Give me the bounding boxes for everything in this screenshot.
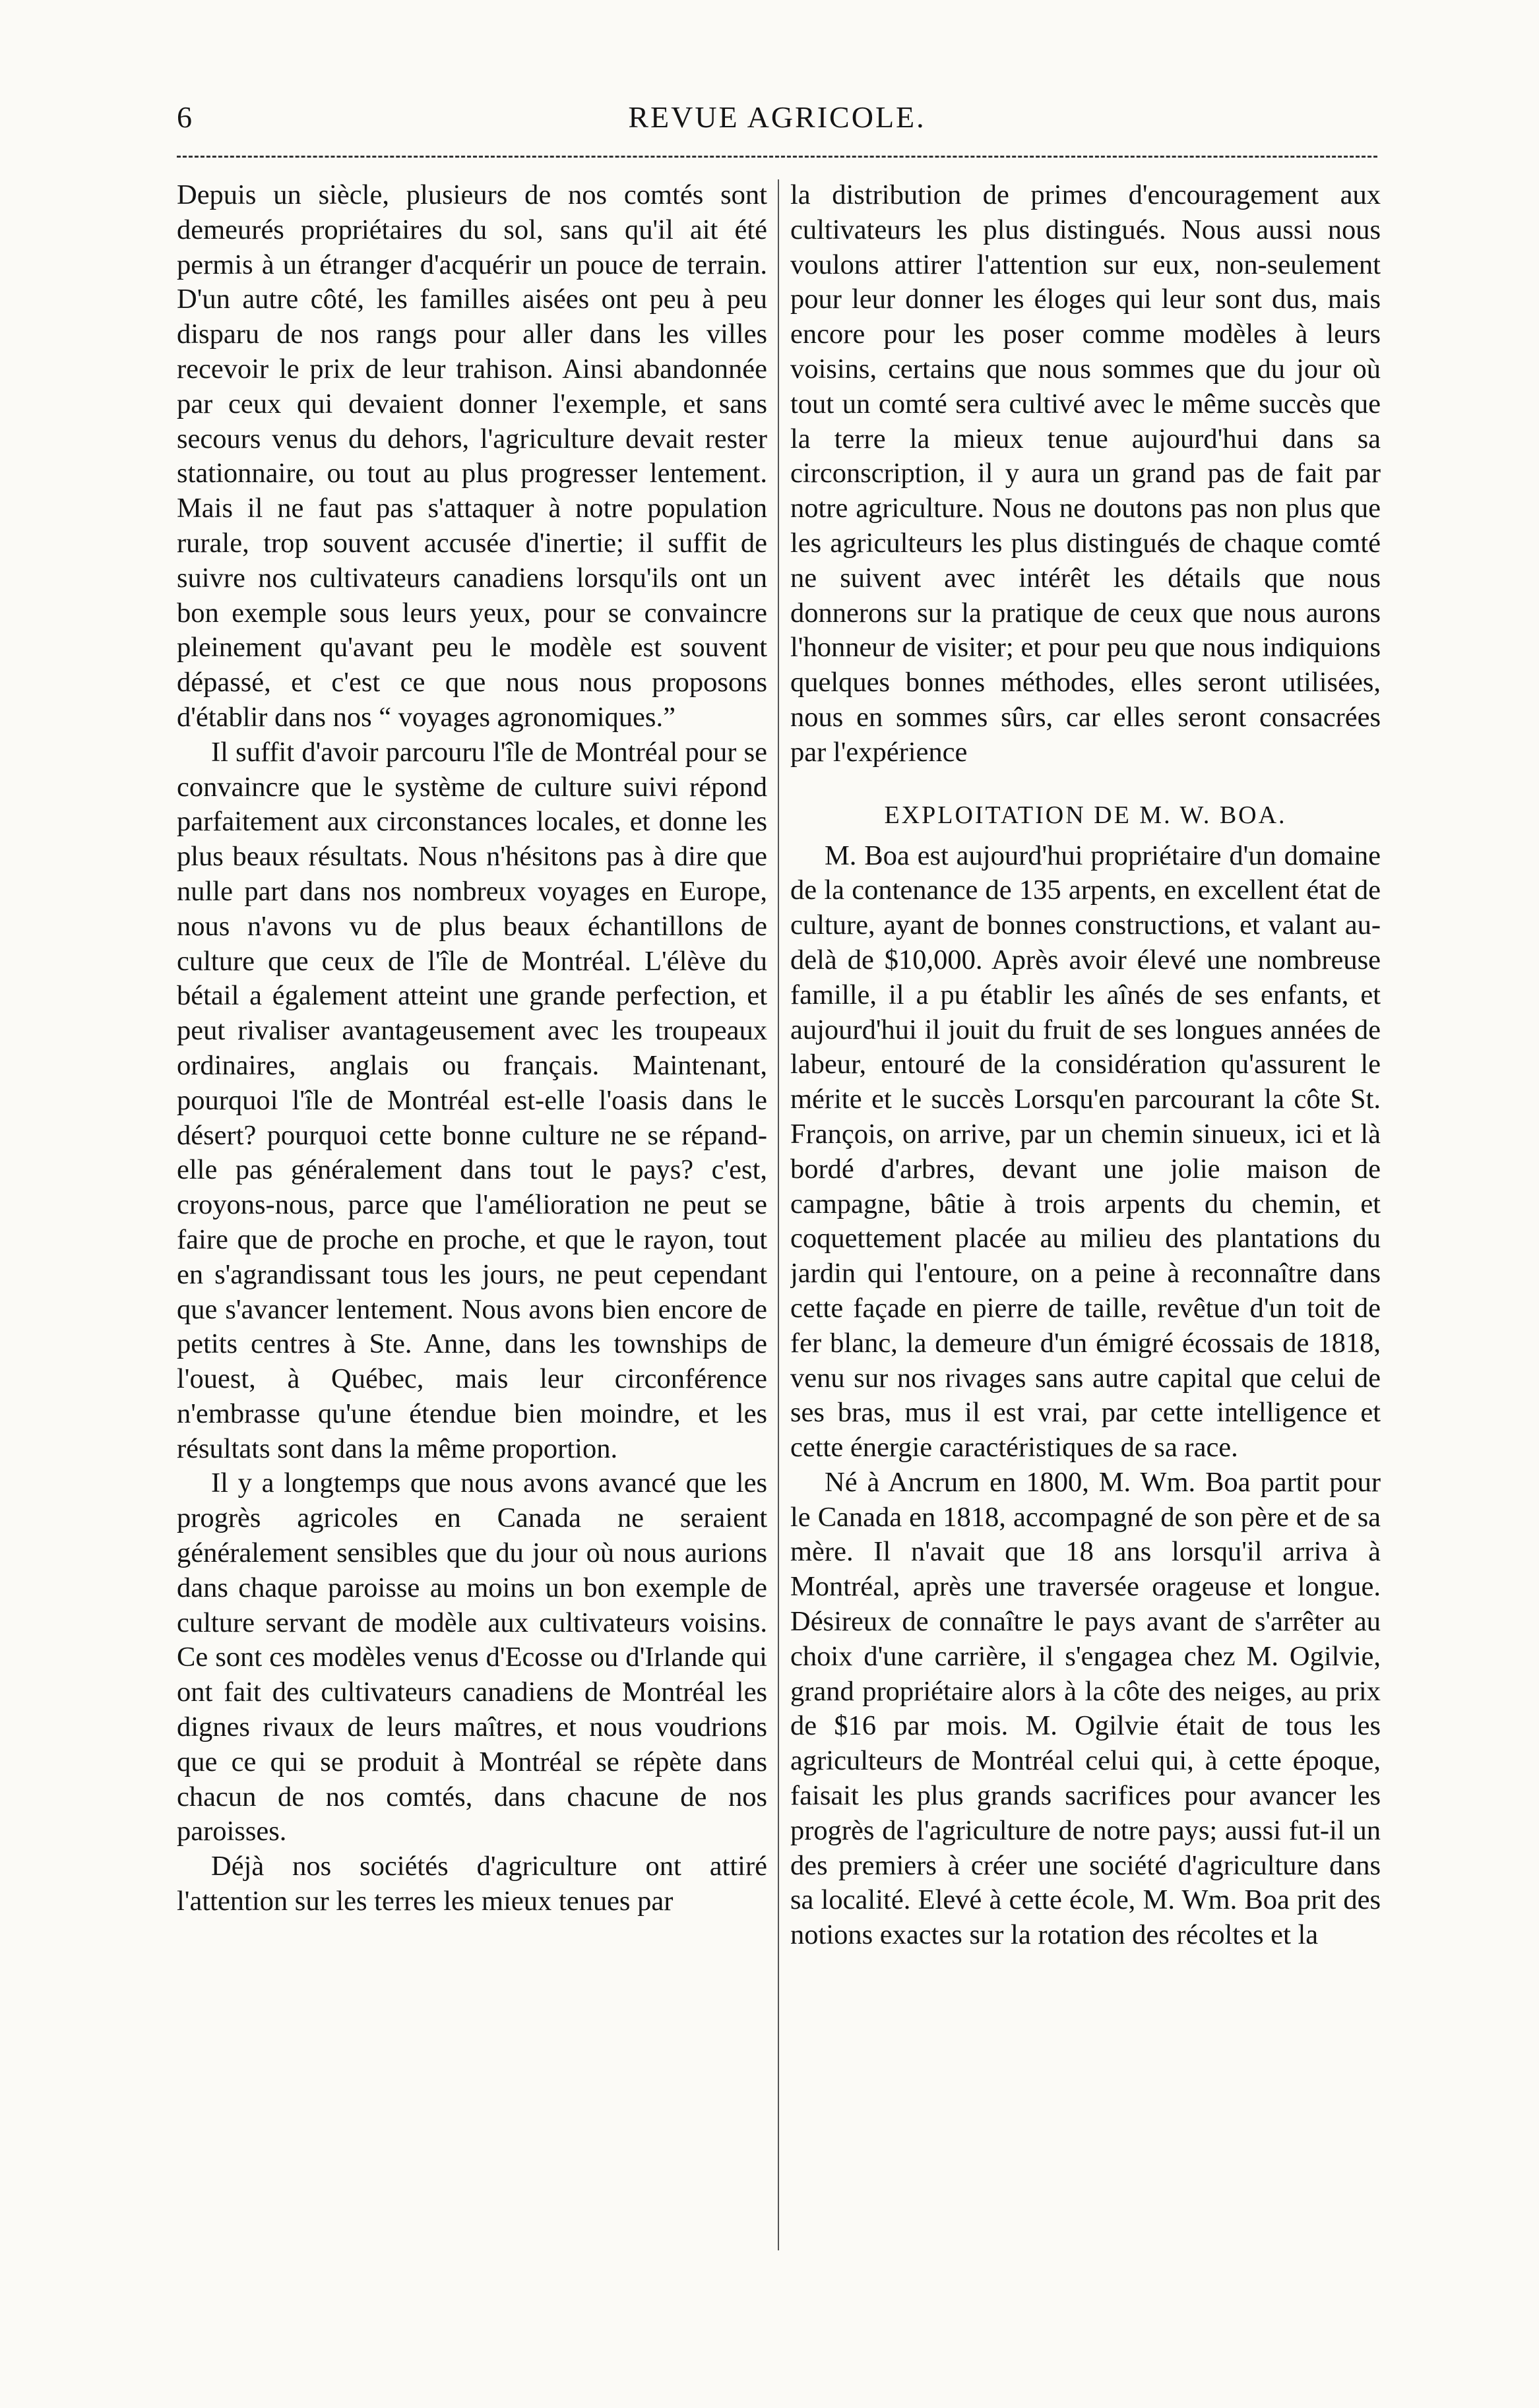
paragraph: Il suffit d'avoir parcouru l'île de Montréal pour se convaincre que le système de culture suivi répond parfaitement aux circonstances locales, et donne les plus beaux résultats. Nous n'hésitons pas à dire que nulle part dans nos nombreux voyages en Europe, nous n'avons vu de plus beaux échantillons de culture que ceux de l'île de Montréal. L'élève du bétail a également atteint une grande perfection, et peut rivaliser avantageusement avec les troupeaux ordinaires, anglais ou français. Maintenant, pourquoi l'île de Montréal est-elle l'oasis dans le désert? pourquoi cette bonne culture ne se répand-elle pas généralement dans tout le pays? c'est, croyons-nous, parce que l'amélioration ne peut se faire que de proche en proche, et que le rayon, tout en s'agrandissant tous les jours, ne peut cependant que s'avancer lentement. Nous avons bien encore de petits centres à Ste. Anne, dans les townships de l'ouest, à Québec, mais leur circonférence n'embrasse qu'une étendue bien moindre, et les résultats sont dans la même proportion. — [177, 736, 767, 1464]
section-heading: EXPLOITATION DE M. W. BOA. — [884, 801, 1287, 829]
running-head: REVUE AGRICOLE. — [628, 100, 926, 134]
page-number: 6 — [177, 100, 192, 134]
paragraph: Il y a longtemps que nous avons avancé que les progrès agricoles en Canada ne seraient généralement sensibles que du jour où nous aurions dans chaque paroisse au moins un bon exemple de culture servant de modèle aux cultivateurs voisins. Ce sont ces modèles venus d'Ecosse ou d'Irlande qui ont fait des cultivateurs canadiens de Montréal les dignes rivaux de leurs maîtres, et nous voudrions que ce qui se produit à Montréal se répète dans chacun de nos comtés, dans chacune de nos paroisses. — [177, 1467, 767, 1847]
left-column — [177, 178, 767, 2249]
column-divider — [778, 179, 779, 2250]
paragraph: Déjà nos sociétés d'agriculture ont attiré l'attention sur les terres les mieux tenues par — [177, 1851, 767, 1917]
page-header — [177, 98, 1377, 144]
paragraph: Depuis un siècle, plusieurs de nos comtés sont demeurés propriétaires du sol, sans qu'il ait été permis à un étranger d'acquérir un pouce de terrain. D'un autre côté, les familles aisées ont peu à peu disparu de nos rangs pour aller dans les villes recevoir le prix de leur trahison. Ainsi abandonnée par ceux qui devaient donner l'exemple, et sans secours venus du dehors, l'agriculture devait rester stationnaire, ou tout au plus progresser lentement. Mais il ne faut pas s'attaquer à notre population rurale, trop souvent accusée d'inertie; il suffit de suivre nos cultivateurs canadiens lorsqu'ils ont un bon exemple sous leurs yeux, pour se convaincre pleinement qu'avant peu le modèle est souvent dépassé, et c'est ce que nous nous proposons d'établir dans nos “ voyages agronomiques.” — [177, 179, 767, 733]
paragraph: Né à Ancrum en 1800, M. Wm. Boa partit pour le Canada en 1818, accompagné de son père et de sa mère. Il n'avait que 18 ans lorsqu'il arriva à Montréal, après une traversée orageuse et longue. Désireux de connaître le pays avant de s'arrêter au choix d'une carrière, il s'engagea chez M. Ogilvie, grand propriétaire alors à la côte des neiges, au prix de $16 par mois. M. Ogilvie était de tous les agriculteurs de Montréal celui qui, à cette époque, faisait les plus grands sacrifices pour avancer les progrès de l'agriculture de notre pays; aussi fut-il un des premiers à créer une société d'agriculture dans sa localité. Elevé à cette école, M. Wm. Boa prit des notions exactes sur la rotation des récoltes et la — [790, 1466, 1381, 1951]
right-column — [790, 178, 1381, 2249]
paragraph: M. Boa est aujourd'hui propriétaire d'un domaine de la contenance de 135 arpents, en excellent état de culture, ayant de bonnes constructions, et valant au-delà de $10,000. Après avoir élevé une nombreuse famille, il a pu établir les aînés de ses enfants, et aujourd'hui il jouit du fruit de ses longues années de labeur, entouré de la considération qu'assurent le mérite et le succès Lorsqu'en parcourant la côte St. François, on arrive, par un chemin sinueux, ici et là bordé d'arbres, devant une jolie maison de campagne, bâtie à trois arpents du chemin, et coquettement placée au milieu des plantations du jardin qui l'entoure, on a peine à reconnaître dans cette façade en pierre de taille, revêtue d'un toit de fer blanc, la demeure d'un émigré écossais de 1818, venu sur nos rivages sans autre capital que celui de ses bras, mus il est vrai, par cette intelligence et cette énergie caractéristiques de sa race. — [790, 840, 1381, 1464]
header-rule — [177, 156, 1377, 158]
paragraph: la distribution de primes d'encouragement aux cultivateurs les plus distingués. Nous aussi nous voulons attirer l'attention sur eux, non-seulement pour leur donner les éloges qui leur sont dus, mais encore pour les poser comme modèles à leurs voisins, certains que nous sommes que du jour où tout un comté sera cultivé avec le même succès que la terre la mieux tenue aujourd'hui dans sa circonscription, il y aura un grand pas de fait par notre agriculture. Nous ne doutons pas non plus que les agriculteurs les plus distingués de chaque comté ne suivent avec intérêt les détails que nous donnerons sur la pratique de ceux que nous aurons l'honneur de visiter; et pour peu que nous indiquions quelques bonnes méthodes, elles seront utilisées, nous en sommes sûrs, car elles seront consacrées par l'expérience — [790, 179, 1381, 768]
